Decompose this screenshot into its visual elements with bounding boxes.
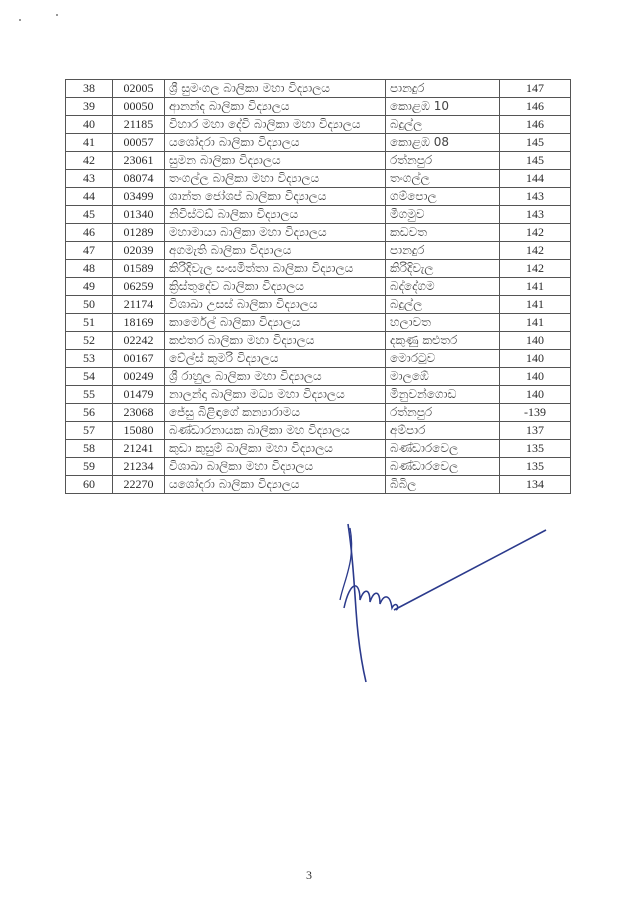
school-city: බදුල්ල [386,296,500,314]
school-code: 21241 [113,440,165,458]
school-name: කිරිදිවැල සංඝමිත්තා බාලිකා විද්‍යාලය [165,260,386,278]
school-code: 21234 [113,458,165,476]
table-row [66,224,571,242]
cutoff-score: 140 [500,368,571,386]
school-name: තංගල්ල බාලිකා මහා විද්‍යාලය [165,170,386,188]
table-row [66,458,571,476]
cutoff-score: 140 [500,386,571,404]
school-city: මොරටුව [386,350,500,368]
row-number: 40 [66,116,113,134]
school-code: 01589 [113,260,165,278]
scan-speck [56,14,58,16]
cutoff-score: 135 [500,458,571,476]
table-row [66,332,571,350]
cutoff-score: 142 [500,260,571,278]
table-row [66,134,571,152]
school-city: බිබිල [386,476,500,494]
school-name: අගමැති බාලිකා විද්‍යාලය [165,242,386,260]
table-row [66,440,571,458]
school-name: යශෝදරා බාලිකා විද්‍යාලය [165,476,386,494]
school-code: 23061 [113,152,165,170]
school-name: නිවිස්ටඩ් බාලිකා විද්‍යාලය [165,206,386,224]
school-city: පානදුර [386,242,500,260]
school-name: ක්‍රිස්තුදේව බාලිකා විද්‍යාලය [165,278,386,296]
table-row [66,296,571,314]
school-name: කුඩා කුසුම් බාලිකා මහා විද්‍යාලය [165,440,386,458]
table-row [66,278,571,296]
school-city: බණ්ඩාරවෙල [386,458,500,476]
row-number: 39 [66,98,113,116]
school-code: 21174 [113,296,165,314]
row-number: 45 [66,206,113,224]
school-code: 00249 [113,368,165,386]
table-row [66,116,571,134]
row-number: 43 [66,170,113,188]
school-name: යශෝදරා බාලිකා විද්‍යාලය [165,134,386,152]
school-code: 02242 [113,332,165,350]
school-city: රත්නපුර [386,404,500,422]
school-name: ආනන්ද බාලිකා විද්‍යාලය [165,98,386,116]
row-number: 52 [66,332,113,350]
signature-icon [330,510,560,690]
school-code: 06259 [113,278,165,296]
row-number: 55 [66,386,113,404]
cutoff-score: 145 [500,152,571,170]
school-code: 01479 [113,386,165,404]
cutoff-score: 141 [500,314,571,332]
table-row [66,386,571,404]
cutoff-score: 146 [500,98,571,116]
row-number: 54 [66,368,113,386]
school-city: පානදුර [386,80,500,98]
cutoff-score: 140 [500,332,571,350]
school-code: 08074 [113,170,165,188]
cutoff-score: 145 [500,134,571,152]
row-number: 58 [66,440,113,458]
cutoff-score: 135 [500,440,571,458]
row-number: 56 [66,404,113,422]
table-row [66,476,571,494]
school-city: බණ්ඩාරවෙල [386,440,500,458]
school-code: 02005 [113,80,165,98]
school-name: මහාමායා බාලිකා මහා විද්‍යාලය [165,224,386,242]
school-code: 01289 [113,224,165,242]
school-name: ජේසු බිළිඳාගේ කන්‍යාරාමය [165,404,386,422]
row-number: 46 [66,224,113,242]
row-number: 60 [66,476,113,494]
school-city: දකුණු කළුතර [386,332,500,350]
school-city: මිනුවන්ගොඩ [386,386,500,404]
row-number: 42 [66,152,113,170]
table-row [66,404,571,422]
school-city: කොළඹ 08 [386,134,500,152]
cutoff-score: 142 [500,242,571,260]
school-name: නාලන්දා බාලිකා මධ්‍ය මහා විද්‍යාලය [165,386,386,404]
school-city: රත්නපුර [386,152,500,170]
cutoff-score: 143 [500,188,571,206]
school-code: 15080 [113,422,165,440]
row-number: 41 [66,134,113,152]
school-code: 22270 [113,476,165,494]
cutoff-score: 144 [500,170,571,188]
table-row [66,260,571,278]
school-name: ශාන්ත ජෝශප් බාලිකා විද්‍යාලය [165,188,386,206]
school-city: මීගමුව [386,206,500,224]
cutoff-score: 134 [500,476,571,494]
school-name: වේල්ස් කුමරි විද්‍යාලය [165,350,386,368]
table-row [66,314,571,332]
row-number: 57 [66,422,113,440]
school-city: අම්පාර [386,422,500,440]
table-row [66,98,571,116]
school-city: මාලඹේ [386,368,500,386]
cutoff-score: 141 [500,278,571,296]
scan-speck [19,19,21,21]
school-name: බණ්ඩාරනායක බාලිකා මහ විද්‍යාලය [165,422,386,440]
school-name: විහාර මහා දේවි බාලිකා මහා විද්‍යාලය [165,116,386,134]
table-row [66,242,571,260]
school-code: 00050 [113,98,165,116]
table-row [66,206,571,224]
school-code: 00167 [113,350,165,368]
school-code: 03499 [113,188,165,206]
table-row [66,80,571,98]
school-code: 23068 [113,404,165,422]
cutoff-score: 140 [500,350,571,368]
page-number: 3 [306,868,312,882]
school-code: 00057 [113,134,165,152]
table-row [66,368,571,386]
school-city: බද්දේගම [386,278,500,296]
table-row [66,188,571,206]
school-city: කඩවත [386,224,500,242]
school-city: කිරිදිවැල [386,260,500,278]
results-table [65,79,571,494]
school-name: කාර්මෙල් බාලිකා විද්‍යාලය [165,314,386,332]
table-row [66,170,571,188]
school-city: හලාවත [386,314,500,332]
row-number: 48 [66,260,113,278]
cutoff-score: 141 [500,296,571,314]
table-row [66,152,571,170]
cutoff-score: 147 [500,80,571,98]
cutoff-score: 143 [500,206,571,224]
school-city: බදුල්ල [386,116,500,134]
row-number: 38 [66,80,113,98]
cutoff-score: 137 [500,422,571,440]
row-number: 49 [66,278,113,296]
school-name: ශ්‍රී රාහුල බාලිකා මහා විද්‍යාලය [165,368,386,386]
row-number: 44 [66,188,113,206]
row-number: 51 [66,314,113,332]
school-code: 21185 [113,116,165,134]
school-name: ශ්‍රී සුමංගල බාලිකා මහා විද්‍යාලය [165,80,386,98]
table-row [66,350,571,368]
school-city: කොළඹ 10 [386,98,500,116]
row-number: 47 [66,242,113,260]
row-number: 53 [66,350,113,368]
cutoff-score: 142 [500,224,571,242]
school-code: 18169 [113,314,165,332]
row-number: 59 [66,458,113,476]
row-number: 50 [66,296,113,314]
school-name: සුමන බාලිකා විද්‍යාලය [165,152,386,170]
cutoff-score: 146 [500,116,571,134]
school-city: ගම්පොල [386,188,500,206]
table-row [66,422,571,440]
cutoff-score: -139 [500,404,571,422]
school-name: විශාඛා බාලිකා මහා විද්‍යාලය [165,458,386,476]
school-code: 01340 [113,206,165,224]
school-name: කළුතර බාලිකා මහා විද්‍යාලය [165,332,386,350]
school-code: 02039 [113,242,165,260]
school-name: විශාඛා උසස් බාලිකා විද්‍යාලය [165,296,386,314]
school-city: තංගල්ල [386,170,500,188]
